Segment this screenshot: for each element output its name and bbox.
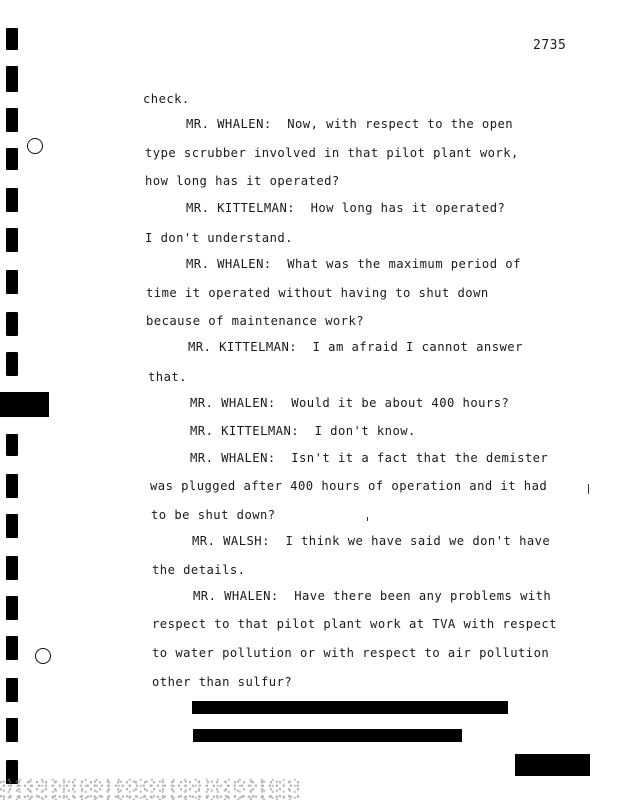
transcript-line: that. [148, 370, 187, 384]
binder-ring-mark [27, 138, 43, 154]
redaction-block-margin [0, 392, 49, 417]
punch-hole [6, 148, 18, 170]
transcript-line: respect to that pilot plant work at TVA with respect [152, 617, 557, 631]
transcript-line: type scrubber involved in that pilot plant work, [145, 146, 519, 160]
punch-hole [6, 108, 18, 132]
stray-mark [588, 484, 589, 494]
punch-hole [6, 28, 18, 50]
transcript-line: because of maintenance work? [146, 314, 365, 328]
transcript-line: MR. WHALEN: Would it be about 400 hours? [190, 396, 510, 410]
transcript-line: MR. KITTELMAN: I am afraid I cannot answer [188, 340, 523, 354]
transcript-line: MR. KITTELMAN: I don't know. [190, 424, 416, 438]
punch-hole [6, 352, 18, 376]
transcript-line: was plugged after 400 hours of operation and it had [150, 479, 548, 493]
transcript-line: the details. [152, 563, 246, 577]
transcript-line: other than sulfur? [152, 675, 293, 689]
stray-mark [367, 517, 368, 521]
transcript-line: to be shut down? [151, 508, 276, 522]
punch-hole [6, 718, 18, 742]
transcript-line: MR. WHALEN: What was the maximum period of [186, 257, 521, 271]
punch-hole [6, 434, 18, 456]
punch-hole [6, 514, 18, 538]
punch-hole [6, 66, 18, 92]
redaction-bar [193, 729, 462, 742]
page-number: 2735 [533, 38, 567, 53]
transcript-line: MR. WALSH: I think we have said we don't have [192, 534, 551, 548]
redaction-block [515, 754, 590, 776]
redaction-bar [192, 701, 508, 714]
punch-hole [6, 556, 18, 580]
transcript-line: MR. KITTELMAN: How long has it operated? [186, 201, 506, 215]
punch-hole [6, 228, 18, 252]
punch-hole [6, 678, 18, 702]
transcript-line: I don't understand. [145, 231, 293, 245]
transcript-line: MR. WHALEN: Have there been any problems with [193, 589, 552, 603]
punch-hole [6, 596, 18, 620]
punch-hole [6, 188, 18, 212]
punch-hole [6, 636, 18, 660]
binding-strip [0, 0, 30, 800]
transcript-line: MR. WHALEN: Now, with respect to the open [186, 117, 514, 131]
transcript-line: time it operated without having to shut down [146, 286, 489, 300]
transcript-line: check. [143, 92, 190, 106]
transcript-line: how long has it operated? [145, 174, 340, 188]
binder-ring-mark [35, 648, 51, 664]
punch-hole [6, 270, 18, 294]
punch-hole [6, 474, 18, 498]
scan-noise [0, 778, 300, 800]
transcript-line: to water pollution or with respect to air pollution [152, 646, 550, 660]
punch-hole [6, 312, 18, 336]
transcript-line: MR. WHALEN: Isn't it a fact that the demister [190, 451, 549, 465]
